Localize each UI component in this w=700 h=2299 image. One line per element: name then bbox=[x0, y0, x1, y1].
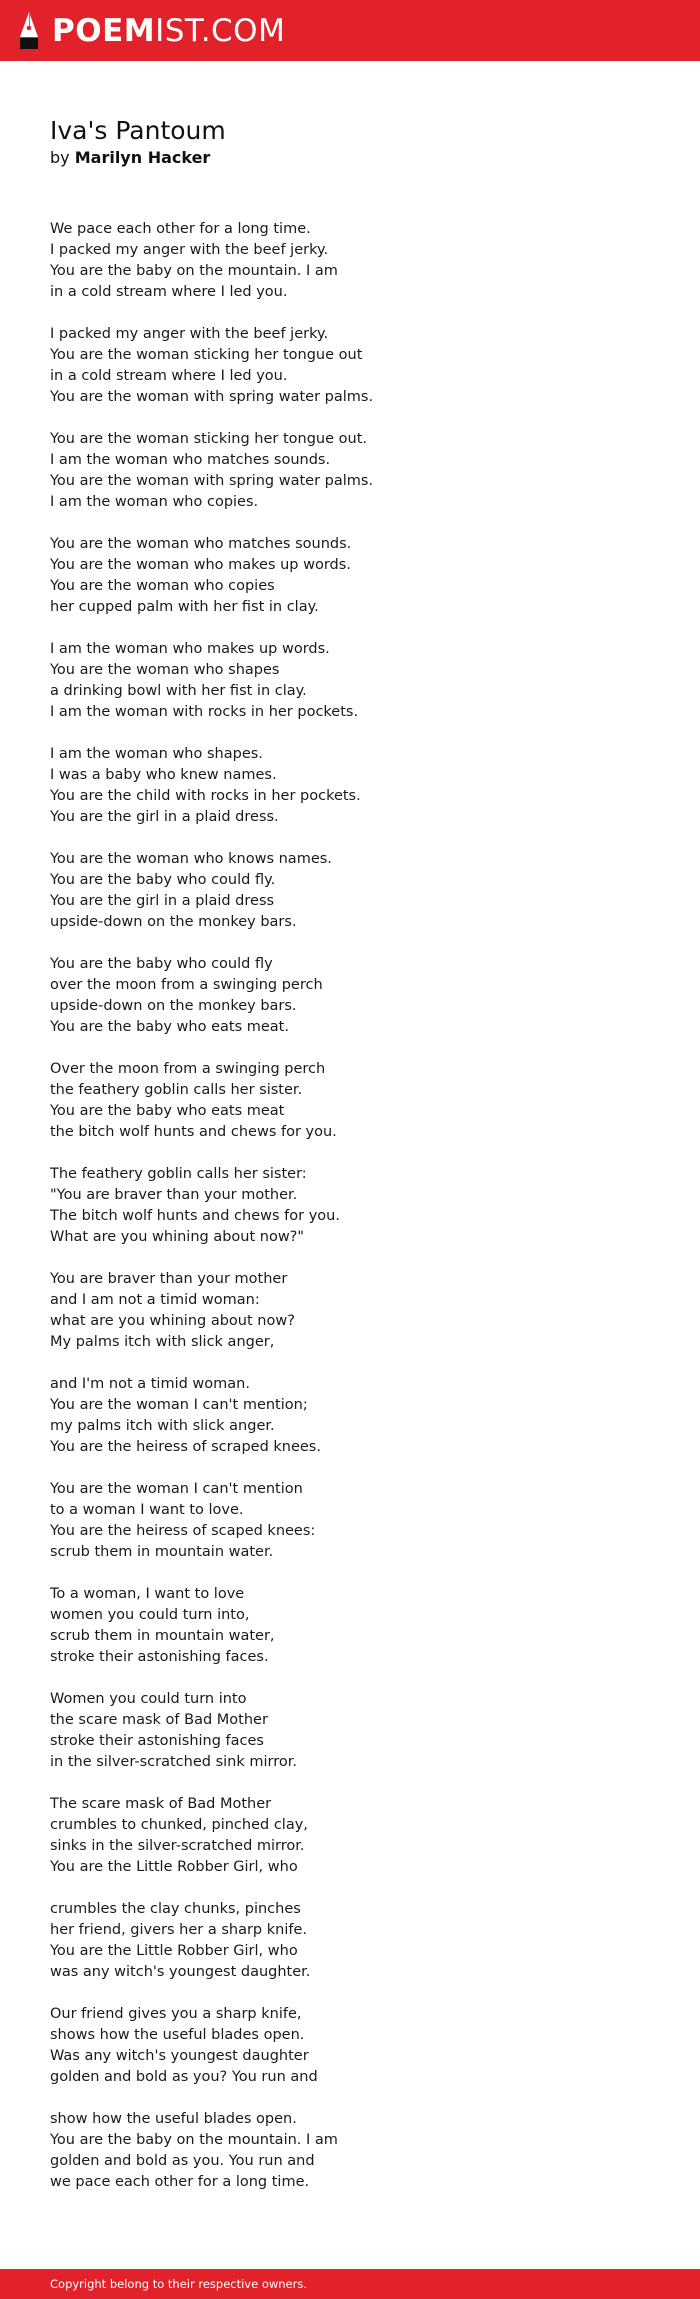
stanza bbox=[50, 2004, 650, 2088]
poem-body bbox=[50, 219, 650, 2214]
stanza bbox=[50, 429, 650, 513]
poem-line: upside-down on the monkey bars. bbox=[50, 914, 297, 930]
site-header bbox=[0, 0, 700, 61]
stanza bbox=[50, 1584, 650, 1668]
poem-line: My palms itch with slick anger, bbox=[50, 1334, 275, 1350]
poem-line: Our friend gives you a sharp knife, bbox=[50, 2006, 302, 2022]
poem-line: You are the woman I can't mention bbox=[50, 1481, 303, 1497]
poem-title: Iva's Pantoum bbox=[50, 116, 226, 145]
poem-line: over the moon from a swinging perch bbox=[50, 977, 323, 993]
poem-line: crumbles to chunked, pinched clay, bbox=[50, 1817, 308, 1833]
logo-text bbox=[52, 13, 285, 49]
poem-line: The feathery goblin calls her sister: bbox=[50, 1166, 307, 1182]
poem-line: You are the baby on the mountain. I am bbox=[50, 263, 338, 279]
poem-line: You are the woman sticking her tongue out. bbox=[50, 431, 367, 447]
poem-line: You are the baby on the mountain. I am bbox=[50, 2132, 338, 2148]
poem-line: golden and bold as you? You run and bbox=[50, 2069, 318, 2085]
stanza bbox=[50, 1794, 650, 1878]
site-footer bbox=[0, 2269, 700, 2299]
stanza bbox=[50, 324, 650, 408]
poem-line: You are the child with rocks in her pockets. bbox=[50, 788, 361, 804]
poem-line: You are the woman who shapes bbox=[50, 662, 280, 678]
poem-line: I am the woman who shapes. bbox=[50, 746, 263, 762]
poem-line: The scare mask of Bad Mother bbox=[50, 1796, 272, 1812]
poem-line: You are the woman with spring water palms. bbox=[50, 389, 374, 405]
poem-line: crumbles the clay chunks, pinches bbox=[50, 1901, 301, 1917]
poem-line: the feathery goblin calls her sister. bbox=[50, 1082, 303, 1098]
poem-line: I packed my anger with the beef jerky. bbox=[50, 242, 329, 258]
poem-line: sinks in the silver-scratched mirror. bbox=[50, 1838, 305, 1854]
poem-line: upside-down on the monkey bars. bbox=[50, 998, 297, 1014]
poem-line: Was any witch's youngest daughter bbox=[50, 2048, 309, 2064]
author-link[interactable]: Marilyn Hacker bbox=[74, 148, 211, 167]
stanza bbox=[50, 534, 650, 618]
poem-line: You are the heiress of scaped knees: bbox=[50, 1523, 316, 1539]
poem-line: and I'm not a timid woman. bbox=[50, 1376, 250, 1392]
poem-line: scrub them in mountain water, bbox=[50, 1628, 275, 1644]
poem-line: You are the girl in a plaid dress. bbox=[50, 809, 279, 825]
poem-line: we pace each other for a long time. bbox=[50, 2174, 310, 2190]
poem-line: You are the woman who matches sounds. bbox=[50, 536, 352, 552]
poem-line: You are the woman with spring water palms. bbox=[50, 473, 374, 489]
poem-line: We pace each other for a long time. bbox=[50, 221, 311, 237]
poem-line: What are you whining about now?" bbox=[50, 1229, 305, 1245]
byline bbox=[50, 148, 210, 168]
poem-line: To a woman, I want to love bbox=[50, 1586, 245, 1602]
poem-line: You are the woman who copies bbox=[50, 578, 275, 594]
poem-line: the bitch wolf hunts and chews for you. bbox=[50, 1124, 337, 1140]
poem-line: a drinking bowl with her fist in clay. bbox=[50, 683, 307, 699]
poem-line: I packed my anger with the beef jerky. bbox=[50, 326, 329, 342]
poem-line: what are you whining about now? bbox=[50, 1313, 295, 1329]
stanza bbox=[50, 1059, 650, 1143]
poem-line: stroke their astonishing faces. bbox=[50, 1649, 269, 1665]
poem-line: You are the baby who eats meat bbox=[50, 1103, 285, 1119]
stanza bbox=[50, 219, 650, 303]
poem-line: You are the woman sticking her tongue out bbox=[50, 347, 363, 363]
poem-line: was any witch's youngest daughter. bbox=[50, 1964, 311, 1980]
stanza bbox=[50, 2109, 650, 2193]
logo-text-bold: POEM bbox=[52, 13, 156, 49]
poem-line: You are the baby who could fly bbox=[50, 956, 273, 972]
poem-line: You are braver than your mother bbox=[50, 1271, 288, 1287]
poem-line: her friend, givers her a sharp knife. bbox=[50, 1922, 307, 1938]
poem-line: "You are braver than your mother. bbox=[50, 1187, 298, 1203]
stanza bbox=[50, 1689, 650, 1773]
poem-line: Women you could turn into bbox=[50, 1691, 247, 1707]
poem-line: in a cold stream where I led you. bbox=[50, 284, 288, 300]
stanza bbox=[50, 954, 650, 1038]
poem-line: her cupped palm with her fist in clay. bbox=[50, 599, 319, 615]
poem-line: in the silver-scratched sink mirror. bbox=[50, 1754, 297, 1770]
poem-line: The bitch wolf hunts and chews for you. bbox=[50, 1208, 340, 1224]
stanza bbox=[50, 1479, 650, 1563]
poem-line: shows how the useful blades open. bbox=[50, 2027, 305, 2043]
stanza bbox=[50, 849, 650, 933]
poem-line: You are the heiress of scraped knees. bbox=[50, 1439, 321, 1455]
poem-line: stroke their astonishing faces bbox=[50, 1733, 264, 1749]
poem-line: in a cold stream where I led you. bbox=[50, 368, 288, 384]
poem-line: You are the woman I can't mention; bbox=[50, 1397, 308, 1413]
poem-line: the scare mask of Bad Mother bbox=[50, 1712, 268, 1728]
poem-line: You are the baby who eats meat. bbox=[50, 1019, 289, 1035]
poem-line: women you could turn into, bbox=[50, 1607, 250, 1623]
poem-line: and I am not a timid woman: bbox=[50, 1292, 260, 1308]
stanza bbox=[50, 639, 650, 723]
poem-line: scrub them in mountain water. bbox=[50, 1544, 274, 1560]
poem-line: I am the woman who matches sounds. bbox=[50, 452, 331, 468]
poem-line: You are the woman who makes up words. bbox=[50, 557, 351, 573]
logo-text-light: IST.COM bbox=[155, 13, 286, 49]
stanza bbox=[50, 1899, 650, 1983]
poem-line: to a woman I want to love. bbox=[50, 1502, 244, 1518]
poem-line: You are the woman who knows names. bbox=[50, 851, 332, 867]
stanza bbox=[50, 744, 650, 828]
pen-nib-icon bbox=[18, 11, 40, 51]
stanza bbox=[50, 1374, 650, 1458]
poem-line: I was a baby who knew names. bbox=[50, 767, 277, 783]
poem-line: I am the woman who copies. bbox=[50, 494, 259, 510]
stanza bbox=[50, 1164, 650, 1248]
poem-line: golden and bold as you. You run and bbox=[50, 2153, 315, 2169]
poem-line: show how the useful blades open. bbox=[50, 2111, 297, 2127]
poem-line: Over the moon from a swinging perch bbox=[50, 1061, 326, 1077]
poem-line: my palms itch with slick anger. bbox=[50, 1418, 275, 1434]
poem-line: You are the Little Robber Girl, who bbox=[50, 1943, 298, 1959]
poem-line: I am the woman with rocks in her pockets. bbox=[50, 704, 359, 720]
stanza bbox=[50, 1269, 650, 1353]
poem-line: I am the woman who makes up words. bbox=[50, 641, 330, 657]
copyright-text: Copyright belong to their respective owners. bbox=[50, 2277, 308, 2291]
by-label: by bbox=[50, 148, 70, 167]
poem-line: You are the girl in a plaid dress bbox=[50, 893, 275, 909]
site-logo-link[interactable] bbox=[18, 11, 285, 51]
poem-line: You are the Little Robber Girl, who bbox=[50, 1859, 298, 1875]
poem-line: You are the baby who could fly. bbox=[50, 872, 276, 888]
